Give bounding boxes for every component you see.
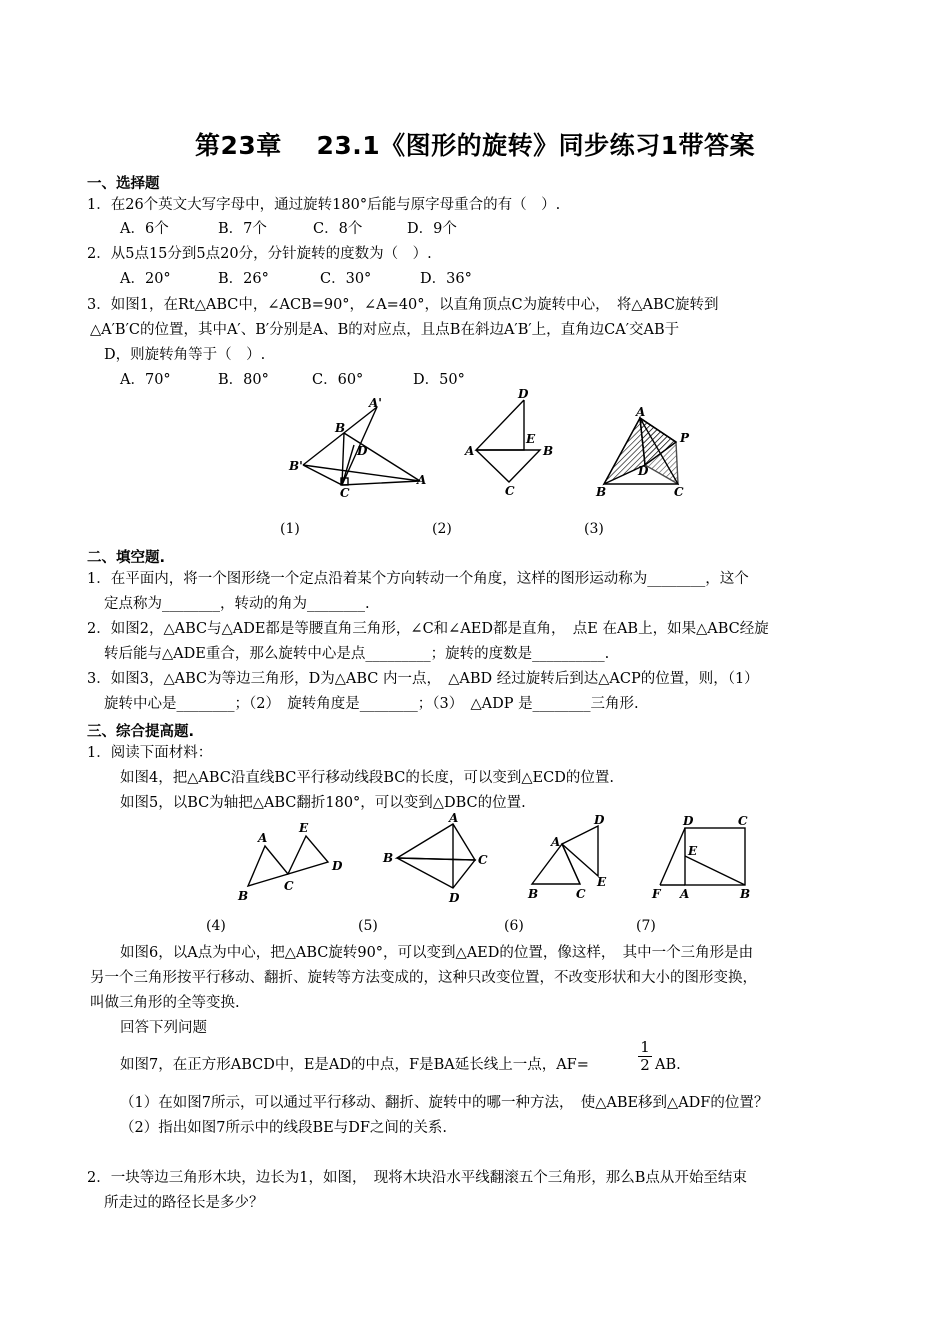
fig7-label-f: F: [652, 887, 661, 901]
figure-1-caption: (1): [280, 521, 300, 537]
question-3-line-2: △A′B′C的位置，其中A′、B′分别是A、B的对应点，且点B在斜边A′B′上，直角边CA′交AB于: [90, 322, 680, 338]
fraction-one-half: [638, 1039, 652, 1074]
figure-5-caption: (5): [358, 918, 378, 934]
fraction-numerator: 1: [640, 1038, 650, 1056]
fig4-label-d: D: [332, 859, 343, 873]
comp-1-intro: 1．阅读下面材料：: [87, 745, 213, 761]
fig6-label-d: D: [594, 813, 605, 827]
fig6-label-a: A: [551, 835, 561, 849]
question-3-option-d: D．50°: [413, 372, 465, 388]
figure-2-caption: (2): [432, 521, 452, 537]
section-heading-comprehensive: 三、综合提高题.: [87, 724, 195, 740]
comp-2-line-2: 所走过的路径长是多少？: [104, 1195, 264, 1211]
fig3-label-p: P: [680, 431, 690, 445]
fig2-label-d: D: [518, 387, 529, 401]
fig1-label-b: B: [335, 421, 346, 435]
fig1-label-a-prime: A': [369, 396, 382, 410]
fig6-label-b: B: [528, 887, 539, 901]
figure-4-caption: (4): [206, 918, 226, 934]
question-2-option-d: D．36°: [420, 271, 472, 287]
fig5-label-c: C: [478, 853, 488, 867]
comp-1-fig5-text: 如图5，以BC为轴把△ABC翻折180°，可以变到△DBC的位置.: [120, 795, 526, 811]
question-2-option-b: B．26°: [218, 271, 269, 287]
figure-1: [285, 395, 435, 500]
fill-2-line-2: 转后能与△ADE重合，那么旋转中心是点_________；旋转的度数是__________.: [104, 646, 610, 662]
question-1-option-a: A．6个: [120, 221, 169, 237]
figure-7: [640, 808, 760, 906]
fig7-statement-end: AB.: [655, 1057, 681, 1073]
question-1-option-b: B．7个: [218, 221, 267, 237]
figure-6: [520, 808, 620, 906]
fig1-label-a: A: [417, 473, 427, 487]
fig7-label-b: B: [740, 887, 751, 901]
question-1-option-c: C．8个: [313, 221, 363, 237]
fig7-statement-text: 如图7，在正方形ABCD中，E是AD的中点，F是BA延长线上一点，AF=: [120, 1057, 589, 1073]
figure-6-caption: (6): [504, 918, 524, 934]
question-1-text: 1．在26个英文大写字母中，通过旋转180°后能与原字母重合的有（ ）.: [87, 197, 561, 213]
fig5-label-a: A: [449, 811, 459, 825]
section-heading-choice: 一、选择题: [87, 176, 160, 192]
fill-3-line-1: 3．如图3，△ABC为等边三角形，D为△ABC 内一点， △ABD 经过旋转后到达△ACP的位置，则，（1）: [87, 671, 759, 687]
fig6-label-e: E: [597, 875, 607, 889]
fig4-label-c: C: [284, 879, 294, 893]
fig5-label-d: D: [449, 891, 460, 905]
question-2-option-a: A．20°: [120, 271, 171, 287]
fig4-label-b: B: [238, 889, 249, 903]
fill-2-line-1: 2．如图2，△ABC与△ADE都是等腰直角三角形，∠C和∠AED都是直角， 点E 在AB上，如果△ABC经旋: [87, 621, 769, 637]
fig2-label-a: A: [465, 444, 475, 458]
fig2-label-c: C: [505, 484, 515, 498]
fig7-label-d: D: [683, 814, 694, 828]
fig7-label-e: E: [688, 844, 698, 858]
question-3-option-c: C．60°: [312, 372, 364, 388]
fig3-label-b: B: [596, 485, 607, 499]
fig3-label-d: D: [638, 464, 649, 478]
fig4-label-e: E: [299, 821, 309, 835]
fill-3-line-2: 旋转中心是________；（2） 旋转角度是________；（3） △ADP 是________三角形.: [104, 696, 639, 712]
sub-question-1: （1）在如图7所示，可以通过平行移动、翻折、旋转中的哪一种方法， 使△ABE移到△ADF的位置？: [120, 1095, 769, 1111]
fig5-label-b: B: [383, 851, 394, 865]
fig1-label-c: C: [340, 486, 350, 500]
page-title: 第23章 23.1《图形的旋转》同步练习1带答案: [194, 131, 756, 160]
figure-3: [590, 400, 700, 500]
question-3-option-a: A．70°: [120, 372, 171, 388]
fill-1-line-2: 定点称为________，转动的角为________.: [104, 596, 370, 612]
comp-para-line-1: 如图6，以A点为中心，把△ABC旋转90°，可以变到△AED的位置，像这样， 其中一个三角形是由: [120, 945, 754, 961]
fig7-statement: [120, 1056, 589, 1074]
question-2-text: 2．从5点15分到5点20分，分针旋转的度数为（ ）.: [87, 246, 432, 262]
question-3-line-3: D，则旋转角等于（ ）.: [104, 347, 266, 363]
question-1-option-d: D．9个: [407, 221, 457, 237]
comp-2-line-1: 2．一块等边三角形木块，边长为1，如图， 现将木块沿水平线翻滚五个三角形，那么B点从开始至结束: [87, 1170, 747, 1186]
figure-5: [375, 808, 505, 906]
fig1-label-b-prime: B': [289, 459, 303, 473]
comp-1-fig4-text: 如图4，把△ABC沿直线BC平行移动线段BC的长度，可以变到△ECD的位置.: [120, 770, 614, 786]
comp-para-line-3: 叫做三角形的全等变换.: [90, 995, 240, 1011]
question-3-option-b: B．80°: [218, 372, 269, 388]
fig7-label-c: C: [738, 814, 748, 828]
fig2-label-e: E: [526, 432, 536, 446]
fraction-denominator: 2: [638, 1056, 652, 1074]
fig2-label-b: B: [543, 444, 554, 458]
sub-question-2: （2）指出如图7所示中的线段BE与DF之间的关系.: [120, 1120, 447, 1136]
fill-1-line-1: 1．在平面内，将一个图形绕一个定点沿着某个方向转动一个角度，这样的图形运动称为________，这个: [87, 571, 749, 587]
fig7-label-a: A: [680, 887, 690, 901]
question-3-line-1: 3．如图1，在Rt△ABC中，∠ACB=90°，∠A=40°，以直角顶点C为旋转中心， 将△ABC旋转到: [87, 297, 719, 313]
fig6-label-c: C: [576, 887, 586, 901]
figure-3-caption: (3): [584, 521, 604, 537]
question-2-option-c: C．30°: [320, 271, 372, 287]
figure-4: [230, 818, 360, 906]
fig4-label-a: A: [258, 831, 268, 845]
figure-7-caption: (7): [636, 918, 656, 934]
section-heading-fill: 二、填空题.: [87, 550, 166, 566]
figure-2: [460, 385, 560, 500]
fig3-label-c: C: [674, 485, 684, 499]
answer-heading: 回答下列问题: [120, 1020, 207, 1036]
fig3-label-a: A: [636, 405, 646, 419]
fig1-label-d: D: [357, 444, 368, 458]
comp-para-line-2: 另一个三角形按平行移动、翻折、旋转等方法变成的，这种只改变位置，不改变形状和大小的图形变换，: [90, 970, 757, 986]
